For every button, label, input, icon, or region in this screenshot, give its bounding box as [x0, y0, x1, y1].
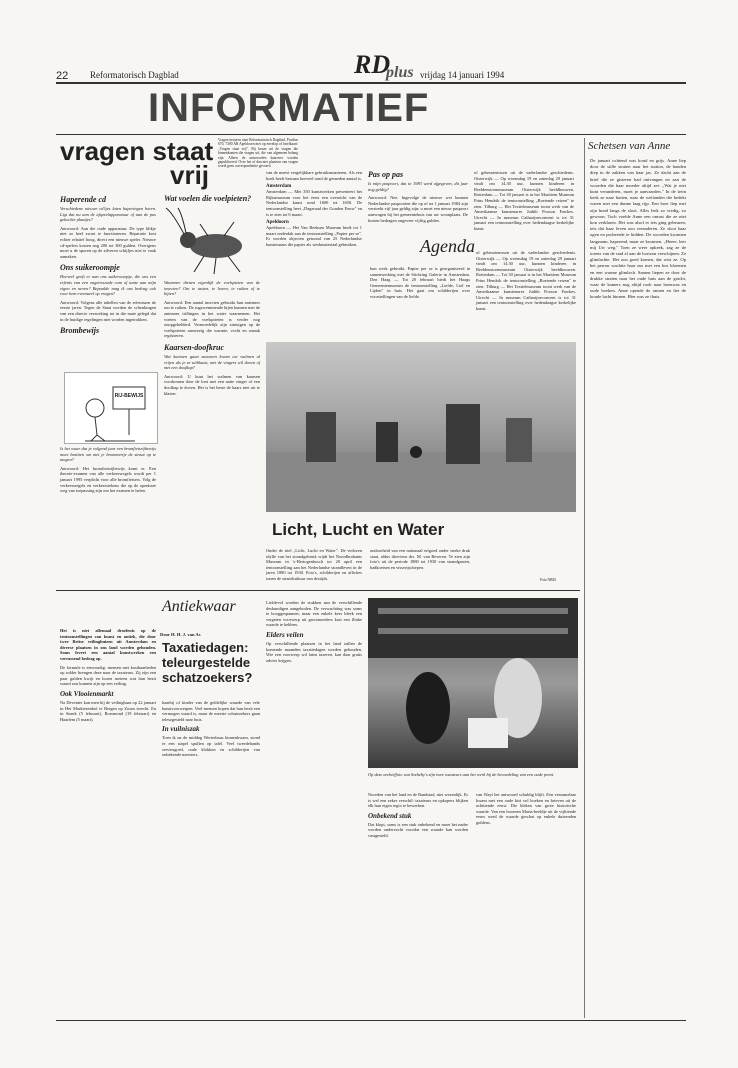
- qa-column-2: [164, 280, 260, 399]
- antiekwaar-headline: Taxatiedagen: teleurgestelde schatzoekers?: [162, 640, 253, 685]
- schetsen-divider: [584, 138, 585, 1018]
- cartoon-sign: RIJ-BEWIJS: [114, 393, 144, 399]
- feature-text: Onder de titel „Licht, Lucht en Water". De verloren idylle van het strandgebruik wijdt het Noordbrabants Museum in 's-Hertogenbosch tot 20 april een tentoonstelling aan het Nederlandse strandleven in de jaren 1880 tot 1930. Foto's, schilderijen en affiches tonen de strandcultuur van destijds.: [266, 548, 362, 581]
- qa-column-1b: [60, 446, 156, 497]
- col3-text1: van de meest vergelijkbare gebruiksmanieren. Als een boek heeft bestaan hoeveel rond de gesneden aantal is.: [266, 170, 362, 181]
- publication-name: Reformatorisch Dagblad: [90, 70, 179, 80]
- cartoon-drawing: [65, 373, 157, 443]
- q1-title: Haperende cd: [60, 195, 106, 204]
- q1-question: Verschiedene nieuwe cd'tjes laten haperingen horen. Ligt dat nu aan de afspeelapparatuur of aan de pas gekochte plaatjes?: [60, 206, 156, 223]
- q5-answer: Antwoord: U kunt het walmen van kaarsen voorkomen door de lont met een natte vinger of een doofkap te doven. Het is het beste de kaars niet uit te blazen.: [164, 373, 260, 396]
- q3-answer: Antwoord: Het bromfietsrijbewijs komt er. Een theorie-examen van alle verkeersregels wordt per 1 januari 1995 verplicht voor alle bromfietsers. Volg de verkeersregels en verkeerstekens die op de openbare weg van toepassing zijn om het examen te halen.: [60, 465, 156, 494]
- antiekwaar-text-mid: haarbij of kinder van de geldelijke waarde van vele kunstvoorwerpen. Veel mensen hopen dat hun bezit een vermogen waard is, maar de meeste schatzoekers gaan teleurgesteld naar huis.: [162, 700, 260, 722]
- agenda-left-text: hun werk gebruikt. Papier per se is georganiseerd in samenwerking met de Stichting Galerie in Amsterdam. Den Haag — Tot 20 februari biedt het Haags Gemeentemuseum de tentoonstelling „Liefde, Lief en Lijden" in huis. Het gaat om schilderijen over voorstellingen van de liefde.: [370, 266, 470, 299]
- antiekwaar-column-4: [368, 792, 468, 842]
- antiekwaar-column-2: [162, 700, 260, 761]
- agenda-right-text: of gebeurtenissen uit de vaderlandse geschiedenis. Oisterwijk — Op woensdag 19 en zaterdag 29 januari vindt om 14.30 uur, kunnen kinderen in Beeldenstormmuseum Oisterwijk beeldhouwen. Rotterdam — Tot 30 januari is in het Maritiem Museum Prins Hendrik de tentoonstelling „Boeiende reizen" te zien. Tilburg — Het Textielmuseum toont werk van de Amerikaanse kunstenares Judith Poxson Fawkes. Utrecht — In museum Catharijneconvent is tot 31 januari een tentoonstelling over hedendaagse kerkelijke kunst.: [476, 250, 576, 311]
- antiekwaar-sub1: Ook Vlooienmarkt: [60, 689, 114, 698]
- beach-scene: [266, 342, 576, 512]
- antiekwaar-sub-bottom: Onbekend stuk: [368, 811, 412, 820]
- q4-answer: Antwoord: Een aantal insecten gebruikt hun antennes om te ruiken. De rugzwemmende bijen kunnen met de antennes trillingen in het water waarnemen. Het voeten van de voelsprieten is verder nog onopgehelderd. Vermoedelijk zijn zintuigen op de voelsprieten aanwezig die warmte, vocht en smaak registreren.: [164, 299, 260, 339]
- vragen-title-line2: vrij: [170, 160, 210, 190]
- beach-caption-title: Licht, Lucht en Water: [272, 520, 445, 539]
- feature-text2: ondoorheid van een nationaal erfgoed onder sterke druk staat, aldus directeur drs. M. van Beveren. Te zien zijn foto's uit de periode 1880 tot 1930 van strandgasten, badkoetsen en visserijschepen.: [370, 548, 470, 570]
- col3-text3: Apeldoorn — Het Van Reekum Museum biedt tot 1 maart onderdak aan de tentoonstelling „Papier per se". Er worden objecten getoond van 25 Nederlandse kunstenaars die papier als werkmateriaal gebruiken.: [266, 225, 362, 247]
- rd-plus-logo: RD plus: [354, 50, 414, 81]
- q4-caption: Waarmee dienen eigenlijk de voelspieten van de insecten? Om te tasten, te horen, te ruiken of te bijten?: [164, 280, 260, 297]
- q5-title: Kaarsen-doofkruc: [164, 342, 225, 352]
- q5-question: Wat kaarsen gaan snauwen kwam uw walmen al vrijen als je ze uitblaast, met de vingers wil doven of met een doofkap?: [164, 353, 260, 371]
- antiekwaar-text-right: Liefdevol worden de stukken aan de verschillende deskundigen aangeboden. De verwachting was soms te hooggespannen, maar een enkele keer bleek een vergeten voorwerp uit grootmoeders kast een flinke waarde te hebben.: [266, 600, 362, 628]
- vragen-intro: Vragen insturen naar Reformatorisch Dagblad, Postbus 670, 7300 AR Apeldoorn met op envelop of briefkaart: „Vragen staat vrij". Bij keuze uit de vragen die binnenkomen die vragen uit, die van algemeen belang zijn. Alleen de antwoorden daarover worden gepubliceerd. Over het of dan niet plaatsen van vragen wordt geen correspondentie gevoerd.: [218, 138, 298, 169]
- antiekwaar-sub-right: Elders veilen: [266, 630, 304, 639]
- schetsen-text: De januari ochtend was koud en grijs. Anne liep door de stille straten naar het station, de handen diep in de zakken van haar jas. Ze dacht aan de brief die ze gisteren had ontvangen en aan de woorden die haar moeder altijd zei: „Wat je niet kunt veranderen, moet je aanvaarden." In de trein keek ze naar buiten, naar de weilanden die bedekt waren met een dunne laag rijp. Een boer liep met zijn hond langs de sloot. Alles leek zo vredig, zo gewoon. Toch voelde Anne een onrust die ze niet kon verklaren. Het was alsof er iets ging gebeuren, iets dat haar leven zou veranderen. Ze sloot haar ogen en probeerde te bidden. De woorden kwamen langzaam, haperend, maar ze kwamen. „Heere, leer mij Uw weg." Toen ze weer opkeek, zag ze de torens van de stad al aan de horizon verschijnen. Ze glimlachte. Het zou goed komen, dat wist ze. Op het perron wachtte haar zus met een bos bloemen en een warme glimlach. Samen liepen ze door de drukke straten naar het oude huis aan de gracht, waar de kamers nog altijd rook naar boenwas en oude boeken. Anne opende de ramen en liet de koude lucht binnen. Hier was ze thuis.: [590, 158, 686, 300]
- col3-text2: Amsterdam — Met 350 kunstwerken presenteert het Rijksmuseum voor het eerst een overzicht van de Nederlandse kunst rond 1600 tot 1650. De tentoonstelling heet „Dageraad der Gouden Eeuw" en is te zien tot 6 maart.: [266, 189, 362, 217]
- qa-column-1: [60, 195, 156, 337]
- beach-photo-credit: Foto NBM: [540, 578, 556, 582]
- feature-column-b: [370, 548, 470, 573]
- q2-answer: Antwoord: Volgens alle tabellen van de erfenissen de eerste jaren. Tegen de Staat worden de schenkingen van een directe verzoeking tot in die mate gelegd dat in de huidige regelingen niet worden ingetrokken.: [60, 299, 156, 322]
- cartoon-illustration: [64, 372, 158, 444]
- col3-section1: Amsterdam: [266, 184, 292, 190]
- agenda-text-top: of gebeurtenissen uit de vaderlandse geschiedenis. Oisterwijk — Op woensdag 19 en zaterdag 29 januari vindt om 14.30 uur, kunnen kinderen in Beeldenstormmuseum Oisterwijk beeldhouwen. Rotterdam — Tot 30 januari is in het Maritiem Museum Prins Hendrik de tentoonstelling „Boeiende reizen" te zien. Tilburg — Het Textielmuseum toont werk van de Amerikaanse kunstenares Judith Poxson Fawkes. Utrecht — In museum Catharijneconvent is tot 31 januari een tentoonstelling over hedendaagse kerkelijke kunst.: [474, 170, 574, 231]
- paspop-answer: Antwoord: Nee. Ingevolge de nieuwe wet kunnen Nederlandse paspoorten die op of na 1 januari 1984 zijn verstrekt vijf jaar geldig zijn; u moet een nieuw paspoort aanvragen bij het gemeentehuis van uw woonplaats. De kosten bedragen ongeveer vijftig gulden.: [368, 195, 468, 223]
- antiekwaar-text2: Na Deventer kan men bij de veilingbaas op 22 januari in Het Markiezenhof te Bergen op Zoom terecht. En in Sneek (5 februari), Roermond (19 februari) en Haarlem (5 maart).: [60, 699, 156, 722]
- antiekwaar-text1: De formule is eenvoudig: mensen met kostbaarheden op zolder brengen deze naar de taxateurs. Zij zijn een paar gulden kwijt en horen meteen wat hun bezit waard zou kunnen zijn op een veiling.: [60, 664, 156, 687]
- lower-section-rule: [56, 590, 580, 591]
- section-rule: [56, 134, 686, 135]
- antiekwaar-sub-mid: In vuilniszak: [162, 725, 200, 734]
- antiekwaar-title: Antiekwaar: [162, 598, 236, 615]
- q2-question: Hoeveel geeft er aan ons suikeroompje, die ons een erfenis van een ongetrouwde oom of tante aan mijn eigen en neven? Bepaalde mag ik ons bedrag ook voor hem eventueel op vragen?: [60, 274, 156, 297]
- antiekwaar-text-bottom: Noorden van het land en de Randstad, niet wezenlijk. Er is wel een zeker verschil: taxateurs en opkopers blijken elk hun eigen regio te bewerken.: [368, 792, 468, 809]
- insect-illustration: [164, 206, 260, 276]
- paspop-title: Pas op pas: [368, 170, 404, 179]
- q2-title: Ons suikeroompje: [60, 263, 120, 273]
- antiekwaar-column-5: [476, 792, 576, 829]
- q3-title: Brombewijs: [60, 326, 100, 336]
- q4-title: Wat voelen die voelpieten?: [164, 194, 252, 203]
- feature-column-c: [476, 250, 576, 315]
- antiekwaar-column-3: [266, 600, 362, 666]
- q3-caption: Is het waar dat je volgend jaar een bromfietsrijbewijs moet bezitten om met je brommertje de straat op te mogen?: [60, 446, 156, 463]
- antiekwaar-text-bottom2: Dat klopt, soms is een stuk onbekend en moet het nader worden onderzocht voordat een waarde kan worden vastgesteld.: [368, 821, 468, 838]
- antiekwaar-byline: Door H. H. J. van As: [160, 632, 201, 637]
- paspop-box: [368, 170, 468, 226]
- section-title: INFORMATIEF: [148, 86, 430, 130]
- col3-section2: Apeldoorn: [266, 220, 289, 226]
- top-right-column: [474, 170, 574, 235]
- feature-column-a: [266, 548, 362, 585]
- beach-photo: [266, 342, 576, 512]
- auction-photo: [368, 598, 578, 768]
- antiekwaar-text-mid2: Toen ik na de middag Werterhaus binnenkwam, stond er een stapel spullen op tafel. Veel tweedehands serviesgoed, oude klokken en schilderijen van onbekende meesters.: [162, 735, 260, 758]
- page-number: 22: [56, 70, 69, 82]
- agenda-text-left: [370, 266, 470, 303]
- schetsen-column: [590, 158, 686, 1018]
- antiekwaar-text-far: van Wayt het antwoord schuldig blijft. Een verzamelaar kwam met een oude kist vol boeken en brieven uit de achttiende eeuw. Die bleken van grote historische waarde. Van een hoornen Maria-beeldje uit de vijftiende eeuw werd de waarde geschat op enkele duizenden guldens.: [476, 792, 576, 825]
- auction-photo-caption: Op deze archieffoto van Sotheby's zijn twee taxateurs aan het werk bij de beoordeling van een oude prent.: [368, 772, 555, 777]
- vragen-title-line1: vragen staat: [60, 136, 214, 166]
- q1-answer: Antwoord: Aan die oude apparatuur. De type blikje niet zo heel zwart te functioneren. Reparatie kost echter relatief hoog, direct een nieuwe speler. Nieuwe cd-spelers kosten nog 200 tot 300 gulden. Overigens moet u de sporen op de zilveren schijfjes niet te vaak aanraken.: [60, 225, 156, 259]
- agenda-title: Agenda: [420, 236, 475, 256]
- antiekwaar-intro: Het is niet allemaal droefenis op de tentoonstellingen van kunst en antiek, die door twee Britse veilinghuizen uit Amsterdam en diverse plaatsen in ons land worden gehouden. Soms levert een aantal kunstwerken een verrassend bedrag op.: [60, 628, 156, 661]
- schetsen-title: Schetsen van Anne: [588, 140, 671, 152]
- page-bottom-rule: [56, 1020, 686, 1021]
- antiekwaar-text-right2: Op verschillende plaatsen in het land zullen de komende maanden taxatiedagen worden gehouden. Wie een voorwerp wil laten taxeren, kan daar gratis advies krijgen.: [266, 640, 362, 663]
- paspop-question: Is mijn paspoort, dat in 1983 werd afgegeven, dit jaar nog geldig?: [368, 181, 468, 192]
- auction-scene: [368, 598, 578, 768]
- insect-drawing: [164, 206, 260, 276]
- agenda-column-3: [266, 170, 362, 251]
- issue-date: vrijdag 14 januari 1994: [420, 70, 505, 80]
- antiekwaar-column-1: [60, 628, 156, 725]
- masthead-rule: [56, 82, 686, 84]
